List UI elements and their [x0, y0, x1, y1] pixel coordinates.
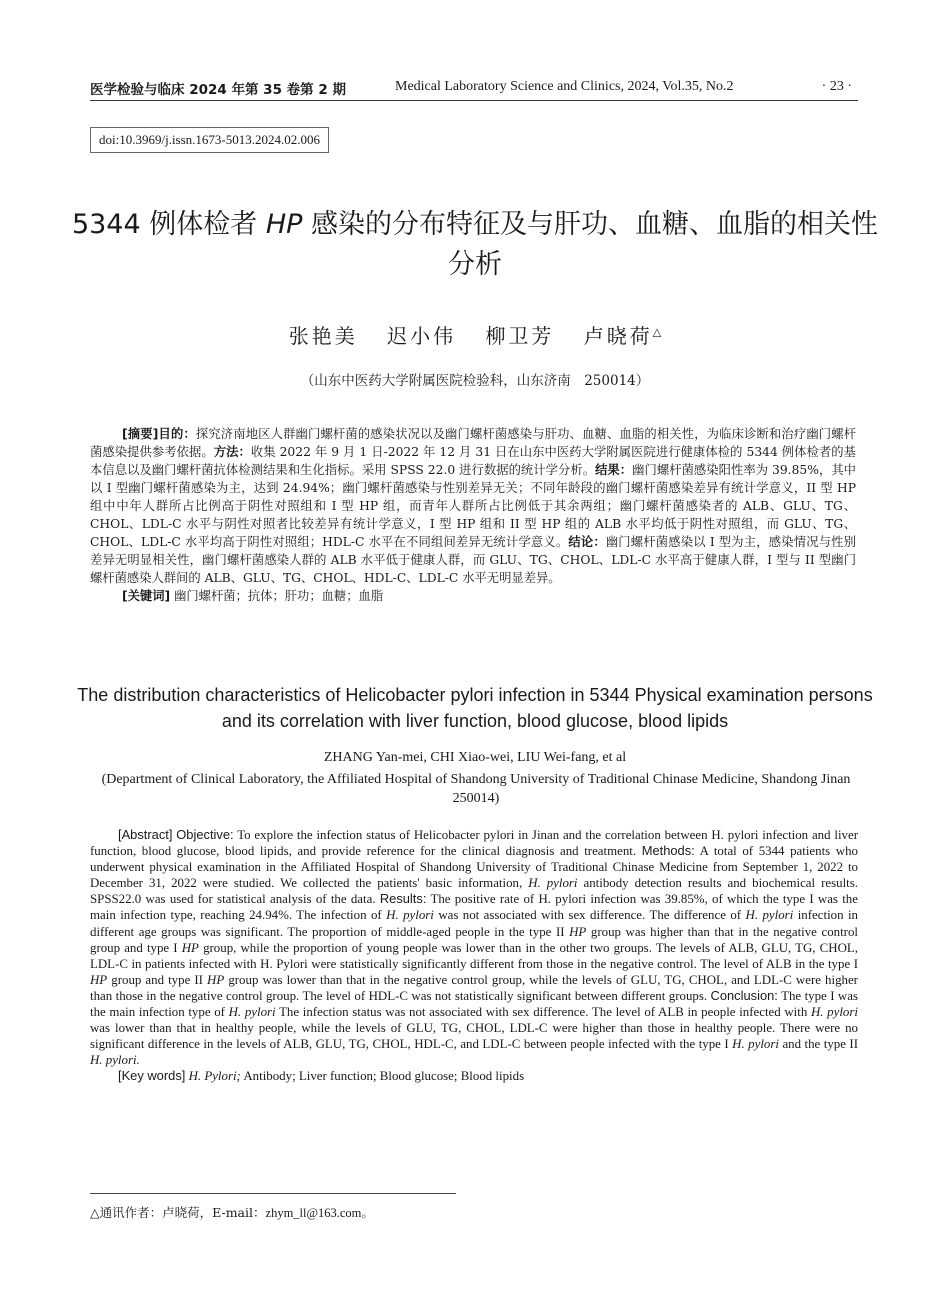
- doi-box[interactable]: doi:10.3969/j.issn.1673-5013.2024.02.006: [90, 127, 329, 153]
- objective-label: Objective:: [176, 827, 234, 842]
- footnote-end: 。: [361, 1205, 374, 1220]
- results-text-en-2: was not associated with sex difference. The difference of: [438, 908, 742, 923]
- author-cn-4-name: 卢晓荷: [583, 324, 653, 348]
- results-label-en: Results:: [379, 891, 427, 907]
- running-header: [90, 76, 858, 101]
- corresponding-mark: △: [652, 325, 662, 339]
- conclusion-text-en-2: The infection status was not associated with sex difference. The level of ALB in people infected with: [279, 1005, 808, 1020]
- methods-text-cn: 收集 2022 年 9 月 1 日-2022 年 12 月 31 日在山东中医药大学附属医院进行健康体检的 5344 例体检者的基本信息以及幽门螺杆菌抗体检测结果和生化指标。采用 SPSS 22.0 进行数据的统计学分析。: [90, 445, 856, 477]
- keywords-en-label: [Key words]: [118, 1068, 186, 1084]
- footnote-text: 通讯作者：卢晓荷，E-mail：: [99, 1205, 266, 1220]
- abstract-cn: [90, 425, 856, 605]
- conclusion-italic-3: H. pylori: [732, 1037, 779, 1052]
- results-italic-1: H. pylori: [386, 908, 434, 923]
- journal-name-cn: 医学检验与临床 2024 年第 35 卷第 2 期: [90, 82, 346, 98]
- keywords-cn-text: 幽门螺杆菌；抗体；肝功；血糖；血脂: [174, 589, 384, 603]
- conclusion-italic-1: H. pylori: [228, 1005, 276, 1020]
- keywords-cn: [90, 587, 856, 605]
- author-cn-3: 柳卫芳: [485, 324, 555, 348]
- abstract-en-label: [Abstract]: [118, 827, 173, 842]
- author-cn-1: 张艳美: [288, 324, 358, 348]
- results-text-en-7: group was lower than that in the negative control group, while the levels of GLU, TG, CHOL, and LDL-C were higher than those in the negative control group. The level of HDL-C was not statistically significant between different groups.: [90, 972, 858, 1003]
- author-cn-2: 迟小伟: [387, 324, 457, 348]
- footnote-mark: △: [90, 1205, 100, 1220]
- results-text-en-4: group was higher than that in the negative control group and type I: [90, 924, 858, 955]
- methods-label-cn: 方法：: [213, 445, 251, 459]
- page-number: · 23 ·: [821, 79, 852, 94]
- conclusion-italic-4: H. pylori.: [90, 1053, 140, 1068]
- affiliation-cn: （山东中医药大学附属医院检验科，山东济南 250014）: [300, 373, 650, 389]
- abstract-cn-body: [90, 425, 856, 587]
- conclusion-text-en-4: and the type II: [782, 1037, 859, 1052]
- keywords-en: [90, 1068, 858, 1084]
- methods-text-en-a: A total of 5344 patients who underwent physical examination in the Affiliated Hospital of Shandong University of Traditional Chinase Medicine from September 1, 2022 to December 31, 2022 were studied. We collected the patients' basic information,: [90, 844, 858, 891]
- title-cn-post: 感染的分布特征及与肝功、血糖、血脂的相关性分析: [302, 209, 879, 280]
- results-italic-3: HP: [569, 924, 587, 939]
- title-en: The distribution characteristics of Helicobacter pylori infection in 5344 Physical examination persons and its correlation with liver function, blood glucose, blood lipids: [77, 685, 873, 731]
- footnote-email[interactable]: zhym_ll@163.com: [265, 1206, 362, 1220]
- conclusion-label-cn: 结论：: [568, 535, 606, 549]
- results-italic-4: HP: [181, 940, 199, 955]
- conclusion-text-cn: 幽门螺杆菌感染以 I 型为主，感染情况与性别差异无明显相关性，幽门螺杆菌感染人群的 ALB 水平低于健康人群，而 GLU、TG、CHOL、LDL-C 水平高于健康人群，I 型与 II 型幽门螺杆菌感染人群间的 ALB、GLU、TG、CHOL、HDL-C、LDL-C 水平无明显差异。: [90, 535, 856, 585]
- results-text-en-5: group, while the proportion of young people was lower than in the other two groups. The levels of ALB, GLU, TG, CHOL, LDL-C in patients infected with H. Pylori were statistically significantly different from those in the negative control. The level of ALB in the type I: [90, 940, 858, 971]
- results-italic-6: HP: [207, 972, 225, 987]
- results-text-en-1: The positive rate of H. pylori infection was 39.85%, of which the type I was the main infection type, reaching 24.94%. The infection of: [90, 892, 858, 923]
- abstract-cn-label: [摘要]: [122, 427, 159, 441]
- title-cn: [60, 205, 890, 285]
- results-italic-2: H. pylori: [745, 908, 794, 923]
- conclusion-italic-2: H. pylori: [810, 1005, 858, 1020]
- objective-text: To explore the infection status of Helicobacter pylori in Jinan and the correlation between H. pylori infection and liver function, blood glucose, blood lipids, and provide reference for the clinical diagnosis and treatment.: [90, 828, 858, 859]
- results-text-en-3: infection in different age groups was significant. The proportion of middle-aged people in the type II: [90, 908, 858, 939]
- authors-en: ZHANG Yan-mei, CHI Xiao-wei, LIU Wei-fang, et al: [323, 750, 627, 765]
- footnote: [90, 1203, 374, 1221]
- conclusion-text-en-3: was lower than that in healthy people, while the levels of GLU, TG, CHOL, LDL-C were higher than those in healthy people. There were no significant difference in the levels of ALB, GLU, TG, CHOL, HDL-C, and LDL-C between people infected with the type I: [90, 1021, 858, 1052]
- abstract-en-body: [90, 827, 858, 1068]
- affiliation-en: (Department of Clinical Laboratory, the Affiliated Hospital of Shandong University of Traditional Chinase Medicine, Shandong Jinan 250014): [101, 772, 851, 806]
- methods-label-en: Methods:: [641, 843, 695, 859]
- purpose-text: 探究济南地区人群幽门螺杆菌的感染状况以及幽门螺杆菌感染与肝功、血糖、血脂的相关性，为临床诊断和治疗幽门螺杆菌感染提供参考依据。: [90, 427, 856, 459]
- methods-text-en-b: antibody detection results and biochemical results. SPSS22.0 was used for statistical analysis of the data.: [90, 876, 858, 907]
- keywords-en-italic: H. Pylori;: [188, 1069, 241, 1084]
- title-cn-italic: HP: [265, 209, 303, 240]
- keywords-en-text: Antibody; Liver function; Blood glucose; Blood lipids: [243, 1069, 525, 1084]
- results-italic-5: HP: [90, 972, 108, 987]
- conclusion-text-en-1: The type I was the main infection type of: [90, 988, 858, 1020]
- keywords-cn-label: [关键词]: [122, 589, 171, 603]
- journal-name-en: Medical Laboratory Science and Clinics, 2024, Vol.35, No.2: [395, 79, 734, 94]
- footnote-divider: [90, 1193, 456, 1194]
- results-text-cn: 幽门螺杆菌感染阳性率为 39.85%，其中以 I 型幽门螺杆菌感染为主，达到 24.94%；幽门螺杆菌感染与性别差异无关；不同年龄段的幽门螺杆菌感染差异有统计学意义，II 型 HP 组中中年人群所占比例高于阴性对照组和 I 型 HP 组，而青年人群所占比例低于其余两组；幽门螺杆菌感染者的 ALB、GLU、TG、CHOL、LDL-C 水平与阴性对照者比较差异有统计学意义，I 型 HP 组和 II 型 HP 组的 ALB 水平均低于阴性对照组，而 GLU、TG、CHOL、LDL-C 水平均高于阴性对照组；HDL-C 水平在不同组间差异无统计学意义。: [90, 463, 856, 549]
- results-text-en-6: group and type II: [111, 972, 203, 987]
- author-cn-4: [584, 324, 661, 348]
- abstract-en: [90, 827, 858, 1085]
- title-cn-pre: 5344 例体检者: [71, 209, 266, 240]
- purpose-label: 目的：: [158, 427, 196, 441]
- results-label-cn: 结果：: [595, 463, 633, 477]
- conclusion-label-en: Conclusion:: [710, 987, 778, 1003]
- methods-italic: H. pylori: [528, 876, 578, 891]
- authors-cn: [0, 320, 950, 349]
